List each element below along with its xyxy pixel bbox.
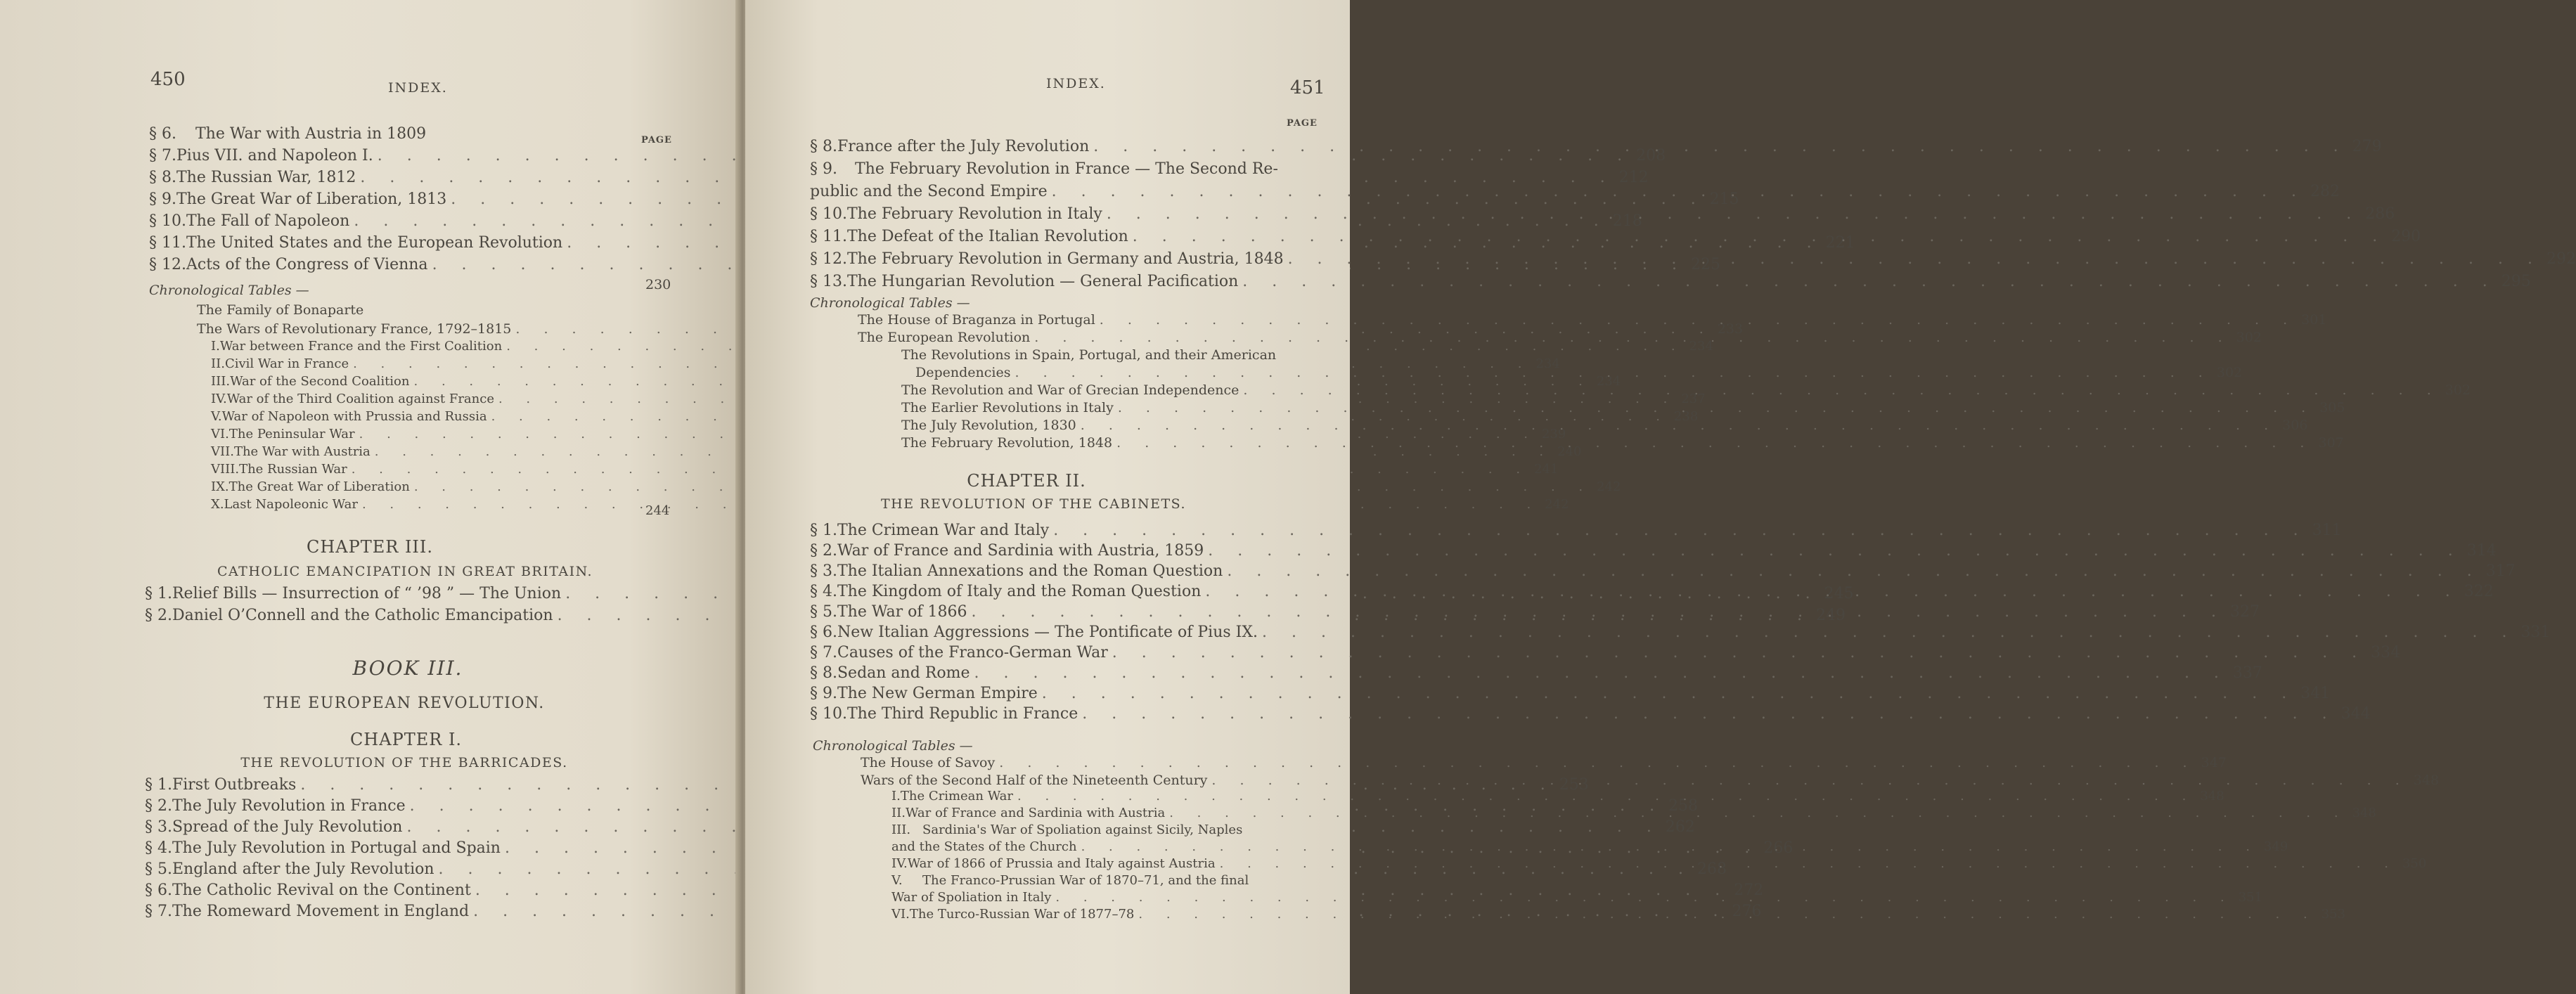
right-chapter-2-entry [810,522,2342,541]
entry-title: The February Revolution in France — The Second Re- [855,160,1278,178]
right-running-header: INDEX. [1046,76,1106,91]
right-chapter-2-entry [810,542,2497,562]
entry-page-number: 242 [1545,497,1569,512]
right-chapter-2-entry [810,705,2371,725]
entry-section-number: § 7. [149,147,176,164]
entry-title: The Revolution and War of Grecian Independence [901,382,1239,398]
entry-title: France after the July Revolution [837,138,1090,155]
entry-page-number: 241 [1534,462,1559,477]
entry-page-number: 306 [2282,418,2308,433]
entry-section-number: § 8. [810,138,837,155]
leader-dots [1034,330,2232,345]
entry-page-number: 238 [1673,409,1699,424]
leader-dots [1138,907,2317,922]
entry-section-number: § 9. [149,191,176,208]
book-subtitle: THE EUROPEAN REVOLUTION. [264,695,545,712]
entry-section-number: § 9. [810,160,837,178]
right-page-column-label: PAGE [1287,118,1318,129]
leader-dots [1205,583,2459,600]
right-chapter-2-subtitle: THE REVOLUTION OF THE CABINETS. [880,496,1187,512]
entry-title: Dependencies [915,365,1011,380]
book-heading: BOOK III. [352,657,463,680]
entry-page-number: 237 [1681,392,1706,406]
entry-section-number: § 1. [145,585,172,602]
leader-dots [999,755,2196,770]
entry-title: War between France and the First Coalition [219,339,503,354]
entry-title: The Great War of Liberation [228,479,410,494]
left-page-column-label: PAGE [641,135,672,146]
entry-title: War of Napoleon with Prussia and Russia [221,409,487,424]
entry-title: The Catholic Revival on the Continent [172,882,471,899]
entry-title: The Russian War [239,462,347,477]
entry-page-number: 337 [2232,664,2262,682]
entry-page-number: 317 [2485,562,2516,580]
leader-dots [1118,400,2315,415]
left-chapter-3-heading: CHAPTER III. [306,537,434,557]
entry-page-number: 307 [2318,435,2344,451]
entry-section-number: II. [891,806,906,820]
entry-page-number: 314 [2466,542,2497,560]
left-chron-entry [197,302,363,319]
leader-dots [1220,856,2398,871]
entry-page-number: 302 [2216,365,2243,380]
entry-title: The War of 1866 [837,603,967,621]
right-war-entry [891,873,1249,889]
entry-section-number: VIII. [211,462,240,477]
entry-page-number: 290 [2391,228,2421,245]
entry-title: The Hungarian Revolution — General Pacification [846,273,1239,290]
entry-title: The War with Austria in 1809 [195,125,427,143]
entry-section-number: I. [891,789,901,803]
entry-title: Spread of the July Revolution [172,818,403,836]
entry-section-number: § 9. [810,685,837,702]
entry-page-number: 348 [2200,789,2224,803]
entry-page-number: 347 [2201,755,2227,770]
entry-section-number: § 12. [149,256,186,273]
entry-title: The Third Republic in France [846,705,1078,723]
entry-title: Civil War in France [224,356,349,371]
entry-section-number: § 10. [810,205,847,223]
entry-title: New Italian Aggressions — The Pontificate of Pius IX. [837,624,1258,641]
entry-page-number: 272 [1734,882,1764,899]
leader-dots [1053,522,2307,539]
leader-dots [974,664,2229,682]
left-running-header: INDEX. [388,80,448,96]
entry-page-number: 242 [1597,479,1621,494]
leader-dots [1242,273,2497,290]
entry-page-number: 353 [2321,907,2346,922]
entry-page-number: 348 [2413,773,2440,788]
leader-dots [1112,644,2366,661]
entry-section-number: § 12. [810,250,847,268]
leader-dots [1015,365,2212,380]
entry-section-number: § 7. [810,644,837,661]
left-last-page: 244 [645,503,670,518]
leader-dots [1052,183,2306,200]
entry-title: The Crimean War and Italy [837,522,1050,539]
entry-section-number: § 5. [145,860,172,878]
entry-title: The Earlier Revolutions in Italy [901,400,1114,415]
entry-title: The Turco-Russian War of 1877–78 [909,907,1135,922]
left-war-entry [211,462,1559,477]
entry-title: The European Revolution [858,330,1031,345]
leader-dots [1262,624,2516,641]
entry-section-number: § 11. [149,234,186,252]
leader-dots [1227,562,2481,580]
entry-title: Sardinia's War of Spoliation against Sicily, Naples [922,822,1243,837]
entry-title: The Defeat of the Italian Revolution [846,228,1128,245]
entry-section-number: § 1. [810,522,837,539]
entry-title: The Kingdom of Italy and the Roman Question [837,583,1202,600]
entry-title: War of the Second Coalition [230,374,410,389]
entry-title: War of France and Sardinia with Austria, 1859 [837,542,1204,560]
entry-page-number: 208 [1636,147,1666,164]
entry-title: The February Revolution, 1848 [901,435,1113,451]
entry-title: Last Napoleonic War [224,497,358,512]
entry-section-number: IV. [211,392,227,406]
entry-section-number: § 13. [810,273,847,290]
entry-title: The Franco-Prussian War of 1870–71, and the final [922,873,1249,888]
entry-title: Sedan and Rome [837,664,970,682]
entry-section-number: IV. [891,856,908,871]
entry-page-number: 331 [2520,624,2551,641]
entry-page-number: 302 [2445,382,2471,398]
entry-title: The July Revolution in France [172,797,406,815]
entry-title: The July Revolution in Portugal and Spain [172,839,501,857]
entry-page-number: 350 [2402,856,2427,871]
right-chron-2-label: Chronological Tables — [813,738,973,754]
leader-dots [1288,250,2542,268]
entry-section-number: § 6. [145,882,172,899]
entry-page-number: 268 [1696,860,1727,878]
left-page-number: 450 [150,69,186,90]
entry-page-number: 276 [1732,903,1762,920]
entry-page-number: 348 [2352,806,2376,820]
entry-section-number: X. [211,497,224,512]
entry-page-number: 234 [1689,339,1713,354]
entry-page-number: 266 [1763,839,1793,857]
entry-section-number: § 10. [149,212,186,230]
entry-page-number: 292 [2546,250,2576,268]
entry-title: Daniel O’Connell and the Catholic Emancipation [172,607,553,624]
entry-page-number: 301 [2301,312,2327,328]
entry-section-number: § 11. [810,228,847,245]
left-index-entry [149,125,426,145]
entry-title: War of France and Sardinia with Austria [905,806,1166,820]
entry-title: The Great War of Liberation, 1813 [176,191,447,208]
leader-dots [1042,685,2296,702]
entry-title: The February Revolution in Germany and Austria, 1848 [846,250,1284,268]
entry-title: The Fall of Napoleon [186,212,350,230]
right-chron-2-entry [861,755,2227,772]
leader-dots [1169,806,2348,820]
entry-section-number: VI. [891,907,910,922]
leader-dots [1081,839,2260,854]
entry-title: The Family of Bonaparte [197,302,364,318]
leader-dots [1017,789,2196,803]
leader-dots [1208,542,2462,560]
entry-section-number: § 6. [149,125,176,143]
leader-dots [1107,205,2361,223]
left-war-entry [211,356,1560,372]
entry-page-number: 215 [1709,191,1739,208]
entry-title: England after the July Revolution [172,860,434,878]
entry-title: The Romeward Movement in England [172,903,470,920]
entry-title: War of 1866 of Prussia and Italy against Austria [907,856,1216,871]
entry-section-number: III. [891,822,911,837]
entry-title: Relief Bills — Insurrection of “ ’98 ” — The Union [172,585,562,602]
right-chron-label: Chronological Tables — [810,295,970,311]
entry-title: The February Revolution in Italy [846,205,1102,223]
entry-section-number: § 6. [810,624,837,641]
entry-title: Wars of the Second Half of the Nineteenth Century [861,773,1208,788]
right-chapter-2-entry [810,644,2401,664]
entry-title: The Italian Annexations and the Roman Question [837,562,1223,580]
leader-dots [1100,312,2297,328]
entry-section-number: I. [211,339,220,354]
entry-section-number: § 3. [810,562,837,580]
entry-page-number: 327 [2229,603,2260,621]
entry-page-number: 221 [1825,234,1855,252]
entry-section-number: § 2. [145,607,172,624]
right-page-number: 451 [1290,77,1325,98]
right-revolution-entry [901,347,1276,364]
entry-section-number: § 3. [145,818,172,836]
entry-section-number: V. [211,409,222,424]
entry-page-number: 344 [2340,705,2371,723]
leader-dots [1211,773,2409,788]
entry-title: The House of Braganza in Portugal [858,312,1095,328]
left-war-entry [211,427,1566,442]
entry-section-number: § 1. [145,776,172,794]
left-chron-first-page: 230 [645,277,671,292]
entry-page-number: 282 [2310,183,2340,200]
entry-title: The Russian War, 1812 [176,169,356,186]
left-war-entry [211,392,1706,407]
right-chapter-2-entry [810,664,2262,684]
entry-page-number: 233 [1717,321,1744,337]
entry-page-number: 212 [1618,169,1649,186]
entry-title: The Revolutions in Spain, Portugal, and their American [901,347,1277,363]
right-index-entry [810,160,1278,180]
entry-title: The July Revolution, 1830 [901,418,1076,433]
leader-dots [1082,705,2336,723]
right-chapter-2-entry [810,685,2331,704]
entry-page-number: 249 [1815,607,1846,624]
leader-dots [972,603,2226,621]
entry-title: The Crimean War [900,789,1013,803]
entry-title: First Outbreaks [172,776,297,794]
entry-section-number: § 2. [145,797,172,815]
right-chapter-2-entry [810,624,2551,643]
left-chapter-1-subtitle: THE REVOLUTION OF THE BARRICADES. [240,755,568,770]
entry-title: public and the Second Empire [810,183,1048,200]
leader-dots [1133,228,2387,245]
entry-page-number: 240 [1557,444,1582,459]
entry-title: The Peninsular War [228,427,355,441]
left-war-entry [211,374,1621,389]
entry-page-number: 245 [1824,585,1854,602]
entry-page-number: 349 [2263,839,2288,854]
entry-page-number: 225 [1690,256,1720,273]
entry-section-number: § 10. [810,705,847,723]
entry-section-number: § 5. [810,603,837,621]
right-chapter-2-heading: CHAPTER II. [967,471,1086,491]
entry-section-number: § 7. [145,903,172,920]
leader-dots [1116,435,2314,451]
right-war-entry [891,789,2224,804]
entry-section-number: § 4. [145,839,172,857]
entry-section-number: V. [891,873,903,888]
left-chapter-1-heading: CHAPTER I. [349,730,463,749]
entry-title: The New German Empire [837,685,1038,702]
leader-dots [1243,382,2440,398]
entry-page-number: 239 [1541,427,1566,441]
entry-title: War of the Third Coalition against France [226,392,494,406]
left-war-entry [211,409,1699,425]
entry-section-number: IX. [211,479,229,494]
left-war-entry [211,339,1713,354]
entry-section-number: VI. [211,427,229,441]
entry-page-number: 253 [1559,776,1589,794]
entry-title: The War with Austria [233,444,371,459]
right-war-entry [891,822,1242,838]
left-index-entry [149,147,1666,167]
leader-dots [1093,138,2348,155]
entry-page-number: 295 [2501,273,2531,290]
entry-page-number: 286 [2365,205,2395,223]
entry-title: The House of Savoy [861,755,996,770]
entry-section-number: III. [211,374,231,389]
entry-page-number: 334 [2371,644,2401,661]
entry-title: War of Spoliation in Italy [891,890,1052,905]
entry-title: Pius VII. and Napoleon I. [176,147,373,164]
leader-dots [1055,890,2234,905]
entry-section-number: § 2. [810,542,837,560]
entry-section-number: II. [211,356,225,371]
entry-page-number: 279 [2352,138,2382,155]
entry-page-number: 234 [1535,356,1560,371]
entry-title: The Wars of Revolutionary France, 1792–1815 [197,321,512,337]
entry-page-number: 305 [2319,400,2345,415]
left-chapter-3-subtitle: CATHOLIC EMANCIPATION IN GREAT BRITAIN. [217,564,593,579]
entry-page-number: 351 [2238,890,2263,905]
entry-page-number: 322 [2464,583,2494,600]
entry-page-number: 218 [1612,212,1642,230]
entry-section-number: § 4. [810,583,837,600]
entry-page-number: 302 [2236,330,2262,345]
right-chapter-2-entry [810,562,2516,582]
left-chron-label: Chronological Tables — [149,283,309,298]
entry-section-number: § 8. [810,664,837,682]
left-war-entry [211,444,1582,460]
entry-section-number: VII. [211,444,234,459]
entry-section-number: § 8. [149,169,176,186]
entry-page-number: 341 [2300,685,2331,702]
leader-dots [1081,418,2278,433]
entry-title: Causes of the Franco-German War [837,644,1108,661]
entry-page-number: 262 [1665,818,1695,836]
entry-title: The United States and the European Revolution [186,234,563,252]
entry-page-number: 311 [2312,522,2342,539]
entry-page-number: 234 [1596,374,1621,389]
right-index-entry [810,273,2531,292]
entry-title: and the States of the Church [891,839,1077,854]
entry-title: Acts of the Congress of Vienna [186,256,428,273]
entry-page-number: 258 [1668,797,1699,815]
